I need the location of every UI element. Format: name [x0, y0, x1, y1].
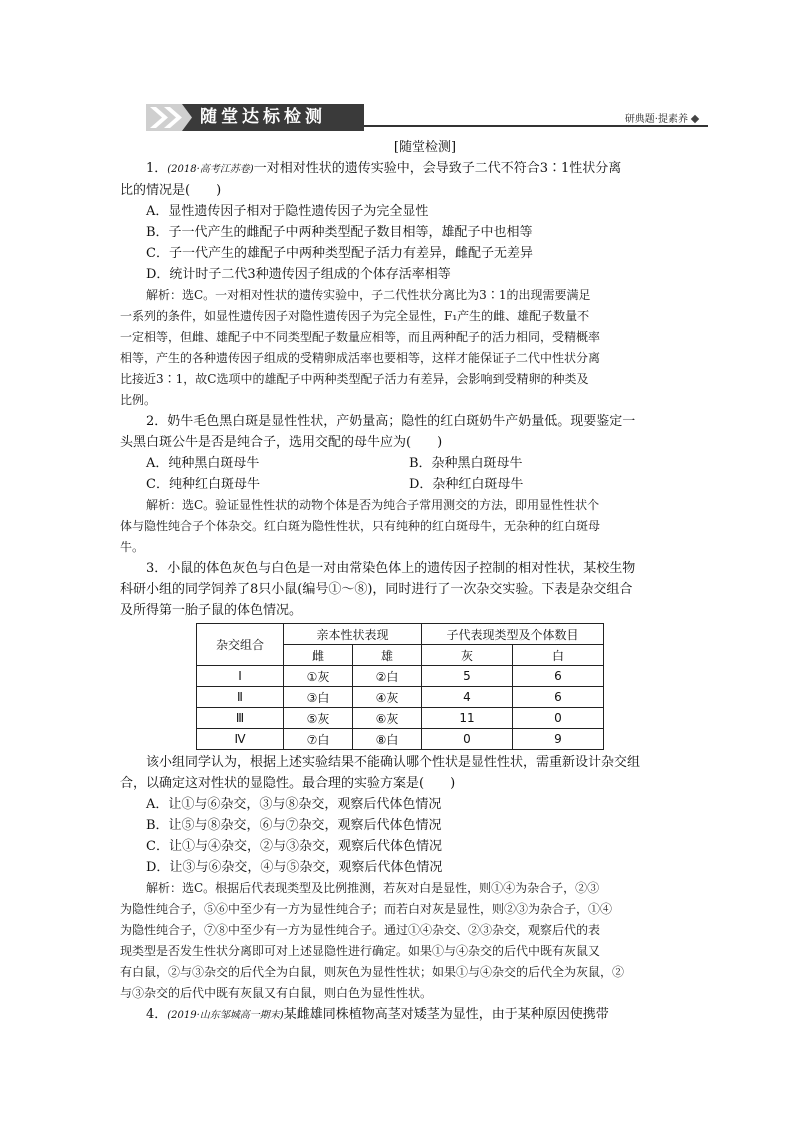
table-header-white: 白 [513, 645, 604, 666]
double-chevron-icon [146, 104, 200, 131]
table-cell-male: ⑥灰 [353, 708, 422, 729]
q3-option-b: B．让⑤与⑧杂交，⑥与⑦杂交，观察后代体色情况 [146, 818, 442, 833]
q1-explanation-4: 相等，产生的各种遗传因子组成的受精卵成活率也要相等，这样才能保证子二代中性状分离 [120, 351, 601, 365]
table-cell-female: ③白 [284, 687, 353, 708]
q2-options-row1 [120, 453, 690, 474]
section-title: [随堂检测] [393, 140, 457, 155]
q1-stem-line1 [120, 158, 690, 180]
table-cell-female: ①灰 [284, 666, 353, 687]
q3-option-d: D．让③与⑥杂交，④与⑤杂交，观察后代体色情况 [146, 860, 443, 875]
q3-explanation-4: 现类型是否发生性状分离即可对上述显隐性进行确定。如果①与④杂交的后代中既有灰鼠又 [120, 944, 601, 958]
q1-explanation-1: 解析：选C。一对相对性状的遗传实验中，子二代性状分离比为3∶1的出现需要满足 [146, 288, 591, 302]
q3-explanation-2: 为隐性纯合子，⑤⑥中至少有一方为显性纯合子；而若白对灰是显性，则②③为杂合子，①④ [120, 902, 613, 916]
q1-explanation-2: 一系列的条件，如显性遗传因子对隐性遗传因子为完全显性，F₁产生的雌、雄配子数量不 [120, 309, 590, 323]
q2-options-row2 [120, 474, 690, 495]
table-header-female: 雌 [284, 645, 353, 666]
table-cell-white: 0 [513, 708, 604, 729]
q4-source: (2019·山东邹城高一期末) [167, 1010, 284, 1021]
banner-title: 随堂达标检测 [200, 107, 326, 127]
q1-number: 1． [146, 161, 168, 176]
q1-stem-a: 一对相对性状的遗传实验中，会导致子二代不符合3∶1性状分离 [253, 161, 622, 176]
section-banner [146, 104, 364, 131]
page-content [120, 138, 690, 1026]
q1-option-b: B．子一代产生的雌配子中两种类型配子数目相等，雄配子中也相等 [146, 225, 533, 240]
q3-explanation-3: 为隐性纯合子，⑦⑧中至少有一方为显性纯合子。通过①④杂交、②③杂交，观察后代的表 [120, 923, 601, 937]
table-cell-group: Ⅳ [197, 729, 284, 750]
q2-stem-line2: 头黑白斑公牛是否是纯合子，选用交配的母牛应为( ) [120, 435, 443, 450]
q3-option-a: A．让①与⑥杂交，③与⑧杂交，观察后代体色情况 [146, 797, 442, 812]
q1-source: (2018·高考江苏卷) [167, 164, 254, 175]
q2-option-c: C．纯种红白斑母牛 [146, 477, 260, 492]
q3-explanation-1: 解析：选C。根据后代表现类型及比例推测，若灰对白是显性，则①④为杂合子，②③ [146, 881, 600, 895]
q1-option-a: A．显性遗传因子相对于隐性遗传因子为完全显性 [146, 204, 429, 219]
question-4 [120, 1004, 690, 1026]
table-cell-group: Ⅲ [197, 708, 284, 729]
table-cell-male: ②白 [353, 666, 422, 687]
table-cell-group: Ⅱ [197, 687, 284, 708]
table-cell-grey: 11 [422, 708, 513, 729]
table-header-group: 杂交组合 [197, 624, 284, 666]
table-header-offspring: 子代表现类型及个体数目 [422, 624, 604, 645]
table-cell-male: ⑧白 [353, 729, 422, 750]
q1-explanation-3: 一定相等，但雌、雄配子中不同类型配子数量应相等，而且两种配子的活力相同，受精概率 [120, 330, 601, 344]
question-2 [120, 411, 690, 558]
question-3 [120, 558, 690, 1004]
q1-explanation-5: 比接近3∶1，故C选项中的雄配子中两种类型配子活力有差异，会影响到受精卵的种类及 [120, 372, 589, 386]
q2-stem-line1: 2．奶牛毛色黑白斑是显性性状，产奶量高；隐性的红白斑奶牛产奶量低。现要鉴定一 [146, 414, 636, 429]
table-cell-group: Ⅰ [197, 666, 284, 687]
q3-stem-line1: 3．小鼠的体色灰色与白色是一对由常染色体上的遗传因子控制的相对性状，某校生物 [146, 561, 636, 576]
table-cell-grey: 4 [422, 687, 513, 708]
q2-explanation-1: 解析：选C。验证显性性状的动物个体是否为纯合子常用测交的方法，即用显性性状个 [146, 498, 600, 512]
q3-option-c: C．让①与④杂交，②与③杂交，观察后代体色情况 [146, 839, 442, 854]
table-row [197, 729, 604, 750]
q4-stem-a: 某雌雄同株植物高茎对矮茎为显性，由于某种原因使携带 [283, 1007, 609, 1022]
q1-explanation-6: 比例。 [120, 393, 157, 407]
table-row [197, 708, 604, 729]
table-cell-white: 9 [513, 729, 604, 750]
table-cell-male: ④灰 [353, 687, 422, 708]
table-row [197, 687, 604, 708]
q3-explanation-5: 有白鼠，②与③杂交的后代全为白鼠，则灰色为显性性状；如果①与④杂交的后代全为灰鼠，② [120, 965, 625, 979]
q3-explanation-6: 与③杂交的后代中既有灰鼠又有白鼠，则白色为显性性状。 [120, 986, 433, 1000]
table-cell-grey: 5 [422, 666, 513, 687]
q3-stem-line2: 科研小组的同学饲养了8只小鼠(编号①～⑧)，同时进行了一次杂交实验。下表是杂交组合 [120, 582, 633, 597]
header-rule [364, 125, 708, 127]
table-header-parent: 亲本性状表现 [284, 624, 422, 645]
table-cell-white: 6 [513, 666, 604, 687]
q4-number: 4． [146, 1007, 168, 1022]
q2-option-d: D．杂种红白斑母牛 [409, 477, 524, 492]
q2-explanation-3: 牛。 [120, 540, 145, 554]
q3-stem-line3: 及所得第一胎子鼠的体色情况。 [120, 603, 303, 618]
question-1 [120, 158, 690, 411]
q2-option-a: A．纯种黑白斑母牛 [146, 456, 260, 471]
q1-option-d: D．统计时子二代3种遗传因子组成的个体存活率相等 [146, 267, 451, 282]
table-cell-female: ⑦白 [284, 729, 353, 750]
table-cell-female: ⑤灰 [284, 708, 353, 729]
table-header-male: 雄 [353, 645, 422, 666]
q2-option-b: B．杂种黑白斑母牛 [409, 456, 523, 471]
q1-option-c: C．子一代产生的雄配子中两种类型配子活力有差异，雌配子无差异 [146, 246, 533, 261]
header-right [625, 110, 698, 125]
cross-results-table [196, 623, 604, 750]
q2-explanation-2: 体与隐性纯合子个体杂交。红白斑为隐性性状，只有纯种的红白斑母牛，无杂种的红白斑母 [120, 519, 601, 533]
q4-stem-line1 [120, 1004, 690, 1026]
q3-post-line2: 合，以确定这对性状的显隐性。最合理的实验方案是( ) [120, 776, 456, 791]
table-header-row-1 [197, 624, 604, 645]
table-header-grey: 灰 [422, 645, 513, 666]
q3-post-line1: 该小组同学认为，根据上述实验结果不能确认哪个性状是显性性状，需重新设计杂交组 [146, 755, 641, 770]
table-cell-grey: 0 [422, 729, 513, 750]
diamond-icon [691, 115, 699, 123]
table-cell-white: 6 [513, 687, 604, 708]
table-row [197, 666, 604, 687]
q1-stem-line2: 比的情况是( ) [120, 183, 222, 198]
header-right-text: 研典题·提素养 [624, 114, 688, 125]
